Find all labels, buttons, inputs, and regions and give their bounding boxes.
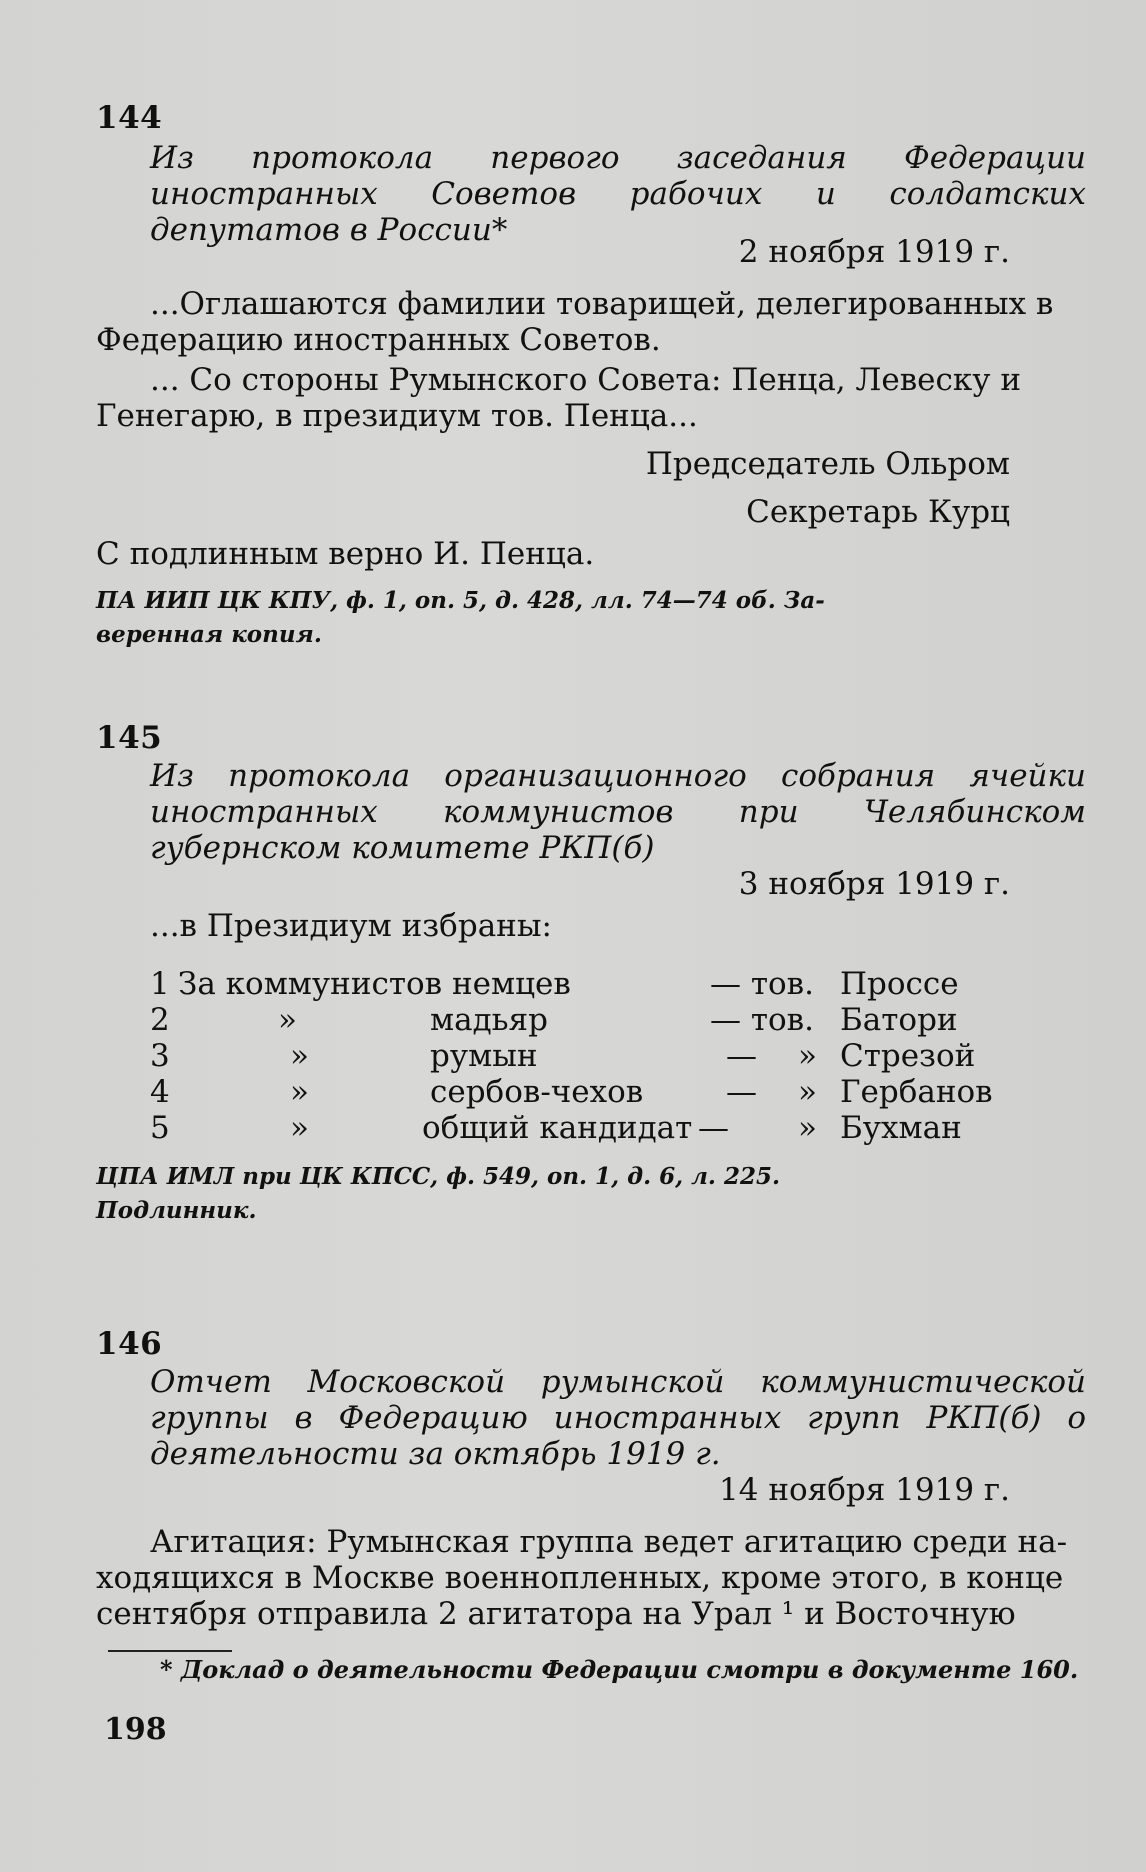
- row-number: 3: [150, 1038, 170, 1074]
- doc-146-paragraph-line-1: Агитация: Румынская группа ведет агитацию среди на-: [150, 1524, 1068, 1560]
- doc-144-chairman: Председатель Ольром: [645, 446, 1010, 482]
- row-ditto-mark: »: [278, 1002, 297, 1038]
- row-ditto-mark: »: [290, 1110, 309, 1146]
- footnote: * Доклад о деятельности Федерации смотри в документе 160.: [160, 1655, 1079, 1684]
- presidium-row: [150, 966, 1050, 1002]
- row-ditto: »: [798, 1110, 817, 1146]
- row-dash: — тов.: [710, 966, 814, 1002]
- row-dash: — тов.: [710, 1002, 814, 1038]
- doc-146-paragraph-line-2: ходящихся в Москве военнопленных, кроме этого, в конце: [96, 1560, 1064, 1596]
- row-group: румын: [430, 1038, 538, 1074]
- row-dash: —: [726, 1074, 757, 1110]
- doc-145-source-line-1: ЦПА ИМЛ при ЦК КПСС, ф. 549, оп. 1, д. 6, л. 225.: [96, 1163, 780, 1190]
- row-name: Проссе: [840, 966, 959, 1002]
- doc-144-date: 2 ноября 1919 г.: [738, 234, 1010, 270]
- row-name: Стрезой: [840, 1038, 976, 1074]
- row-name: Гербанов: [840, 1074, 993, 1110]
- row-group: сербов-чехов: [430, 1074, 644, 1110]
- doc-144-paragraph-2-line-2: Генегарю, в президиум тов. Пенца...: [96, 398, 698, 434]
- row-group: мадьяр: [430, 1002, 548, 1038]
- row-ditto-mark: »: [290, 1074, 309, 1110]
- row-group: общий кандидат: [422, 1110, 693, 1146]
- doc-146-date: 14 ноября 1919 г.: [719, 1472, 1010, 1508]
- row-number: 5: [150, 1110, 170, 1146]
- row-name: Батори: [840, 1002, 958, 1038]
- doc-144-certified: С подлинным верно И. Пенца.: [96, 536, 595, 572]
- row-number: 1: [150, 966, 170, 1002]
- row-name: Бухман: [840, 1110, 962, 1146]
- row-ditto-mark: »: [290, 1038, 309, 1074]
- presidium-row: [150, 1038, 1050, 1074]
- footnote-rule: [108, 1650, 232, 1652]
- doc-144-paragraph-1-line-2: Федерацию иностранных Советов.: [96, 322, 661, 358]
- doc-145-source: [96, 1160, 1086, 1228]
- doc-144-secretary: Секретарь Курц: [746, 494, 1010, 530]
- presidium-row: [150, 1074, 1050, 1110]
- doc-146-number: 146: [96, 1326, 163, 1362]
- row-ditto: »: [798, 1038, 817, 1074]
- doc-145-intro: ...в Президиум избраны:: [150, 908, 552, 944]
- page-number: 198: [104, 1712, 167, 1747]
- doc-144-paragraph-1-line-1: ...Оглашаются фамилии товарищей, делегированных в: [150, 286, 1054, 322]
- row-number: 4: [150, 1074, 170, 1110]
- doc-146-title: Отчет Московской румынской коммунистической группы в Федерацию иностранных групп РКП(б) о деятельности за октябрь 1919 г.: [150, 1364, 1086, 1472]
- doc-144-paragraph-2-line-1: ... Со стороны Румынского Совета: Пенца, Левеску и: [150, 362, 1022, 398]
- doc-144-number: 144: [96, 100, 163, 136]
- doc-146-paragraph-line-3: сентября отправила 2 агитатора на Урал ¹ и Восточную: [96, 1596, 1016, 1632]
- doc-145-date: 3 ноября 1919 г.: [738, 866, 1010, 902]
- row-group: За коммунистов немцев: [178, 966, 571, 1002]
- row-dash: —: [698, 1110, 729, 1146]
- doc-145-source-line-2: Подлинник.: [96, 1197, 257, 1224]
- presidium-row: [150, 1110, 1050, 1146]
- row-dash: —: [726, 1038, 757, 1074]
- doc-144-title: Из протокола первого заседания Федерации иностранных Советов рабочих и солдатских депутатов в России*: [150, 140, 1086, 248]
- doc-144-source-line-1: ПА ИИП ЦК КПУ, ф. 1, оп. 5, д. 428, лл. 74—74 об. За-: [96, 587, 825, 614]
- presidium-row: [150, 1002, 1050, 1038]
- doc-144-source: [96, 584, 1086, 652]
- row-ditto: »: [798, 1074, 817, 1110]
- doc-145-number: 145: [96, 720, 163, 756]
- doc-144-source-line-2: веренная копия.: [96, 621, 322, 648]
- row-number: 2: [150, 1002, 170, 1038]
- doc-145-title: Из протокола организационного собрания ячейки иностранных коммунистов при Челябинском губернском комитете РКП(б): [150, 758, 1086, 866]
